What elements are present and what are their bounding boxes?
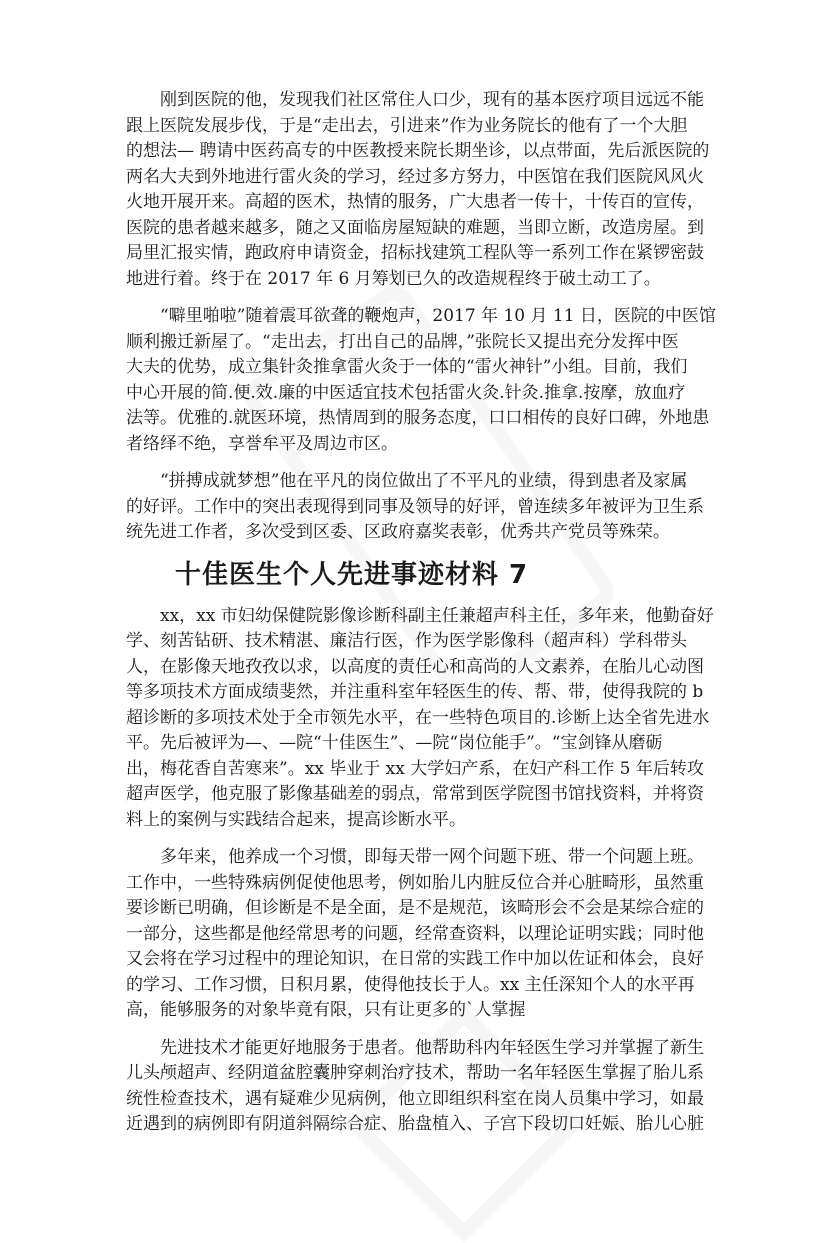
text-line: 的好评。工作中的突出表现得到同事及领导的好评，曾连续多年被评为卫生系 bbox=[126, 496, 704, 517]
paragraph-4 bbox=[126, 604, 736, 834]
text-line: 中心开展的简.便.效.廉的中医适宜技术包括雷火灸.针灸.推拿.按摩，放血疗 bbox=[126, 382, 686, 403]
text-line: 顺利搬迁新屋了。“走出去，打出自己的品牌，”张院长又提出充分发挥中医 bbox=[126, 331, 679, 352]
text-line: 出，梅花香自苦寒来”。xx 毕业于 xx 大学妇产系，在妇产科工作 5 年后转攻 bbox=[126, 758, 704, 779]
text-line: 等多项技术方面成绩斐然，并注重科室年轻医生的传、帮、带，使得我院的 b bbox=[126, 682, 704, 702]
text-line: 者络绎不绝，享誉牟平及周边市区。 bbox=[126, 433, 398, 454]
text-line: 先进技术才能更好地服务于患者。他帮助科内年轻医生学习并掌握了新生 bbox=[160, 1037, 704, 1058]
text-line: xx，xx 市妇幼保健院影像诊断科副主任兼超声科主任，多年来，他勤奋好 bbox=[160, 605, 714, 626]
paragraph-6 bbox=[126, 1036, 736, 1138]
text-line: 学、刻苦钻研、技术精湛、廉洁行医，作为医学影像科（超声科）学科带头 bbox=[126, 631, 687, 651]
text-line: 两名大夫到外地进行雷火灸的学习，经过多方努力，中医馆在我们医院风风火 bbox=[126, 166, 704, 187]
text-line: 跟上医院发展步伐，于是“走出去，引进来”作为业务院长的他有了一个大胆 bbox=[126, 115, 688, 136]
text-line: 统先进工作者，多次受到区委、区政府嘉奖表彰，优秀共产党员等殊荣。 bbox=[126, 522, 670, 542]
paragraph-1 bbox=[126, 88, 736, 292]
text-line: 医院的患者越来越多，随之又面临房屋短缺的难题，当即立断，改造房屋。到 bbox=[126, 217, 704, 238]
text-line: 要诊断已明确，但诊断是不是全面，是不是规范，该畸形会不会是某综合症的 bbox=[126, 898, 704, 918]
text-line: 平。先后被评为—、—院“十佳医生”、—院“岗位能手”。“宝剑锋从磨砺 bbox=[126, 733, 663, 753]
paragraph-5 bbox=[126, 845, 736, 1024]
section-heading: 十佳医生个人先进事迹材料 7 bbox=[175, 559, 529, 590]
text-line: 高，能够服务的对象毕竟有限，只有让更多的`人掌握 bbox=[126, 1000, 526, 1020]
text-line: 多年来，他养成一个习惯，即每天带一网个问题下班、带一个问题上班。 bbox=[160, 847, 704, 867]
text-line: 刚到医院的他，发现我们社区常住人口少，现有的基本医疗项目远远不能 bbox=[160, 90, 704, 110]
text-line: 的想法— 聘请中医药高专的中医教授来院长期坐诊，以点带面，先后派医院的 bbox=[126, 141, 710, 161]
text-line: 法等。优雅的.就医环境，热情周到的服务态度，口口相传的良好口碑，外地患 bbox=[126, 408, 710, 428]
text-line: 近遇到的病例即有阴道斜隔综合症、胎盘植入、子宫下段切口妊娠、胎儿心脏 bbox=[126, 1114, 704, 1134]
document-body bbox=[126, 88, 736, 1150]
text-line: 工作中，一些特殊病例促使他思考，例如胎儿内脏反位合并心脏畸形，虽然重 bbox=[126, 872, 704, 893]
text-line: 人，在影像天地孜孜以求，以高度的责任心和高尚的人文素养，在胎儿心动图 bbox=[126, 656, 704, 677]
text-line: 又会将在学习过程中的理论知识，在日常的实践工作中加以佐证和体会，良好 bbox=[126, 949, 704, 969]
text-line: 地进行着。终于在 2017 年 6 月筹划已久的改造规程终于破土动工了。 bbox=[126, 268, 661, 289]
text-line: 大夫的优势，成立集针灸推拿雷火灸于一体的“雷火神针”小组。目前，我们 bbox=[126, 357, 688, 377]
text-line: 火地开展开来。高超的医术，热情的服务，广大患者一传十，十传百的宣传， bbox=[126, 192, 704, 212]
paragraph-2 bbox=[126, 304, 736, 457]
paragraph-3 bbox=[126, 469, 736, 546]
text-line: 超诊断的多项技术处于全市领先水平，在一些特色项目的.诊断上达全省先进水 bbox=[126, 707, 710, 728]
text-line: 超声医学，他克服了影像基础差的弱点，常常到医学院图书馆找资料，并将资 bbox=[126, 784, 704, 804]
text-line: 局里汇报实情，跑政府申请资金，招标找建筑工程队等一系列工作在紧锣密鼓 bbox=[126, 243, 704, 263]
text-line: “噼里啪啦”随着震耳欲聋的鞭炮声，2017 年 10 月 11 日，医院的中医馆 bbox=[160, 306, 716, 326]
text-line: 统性检查技术，遇有疑难少见病例，他立即组织科室在岗人员集中学习，如最 bbox=[126, 1088, 704, 1109]
text-line: 一部分，这些都是他经常思考的问题，经常查资料，以理论证明实践；同时他 bbox=[126, 923, 704, 944]
text-line: 儿头颅超声、经阴道盆腔囊肿穿刺治疗技术，帮助一名年轻医生掌握了胎儿系 bbox=[126, 1063, 704, 1083]
text-line: 的学习、工作习惯，日积月累，使得他技长于人。xx 主任深知个人的水平再 bbox=[126, 974, 695, 995]
text-line: 料上的案例与实践结合起来，提高诊断水平。 bbox=[126, 809, 466, 830]
text-line: “拼搏成就梦想”他在平凡的岗位做出了不平凡的业绩，得到患者及家属 bbox=[160, 471, 688, 491]
